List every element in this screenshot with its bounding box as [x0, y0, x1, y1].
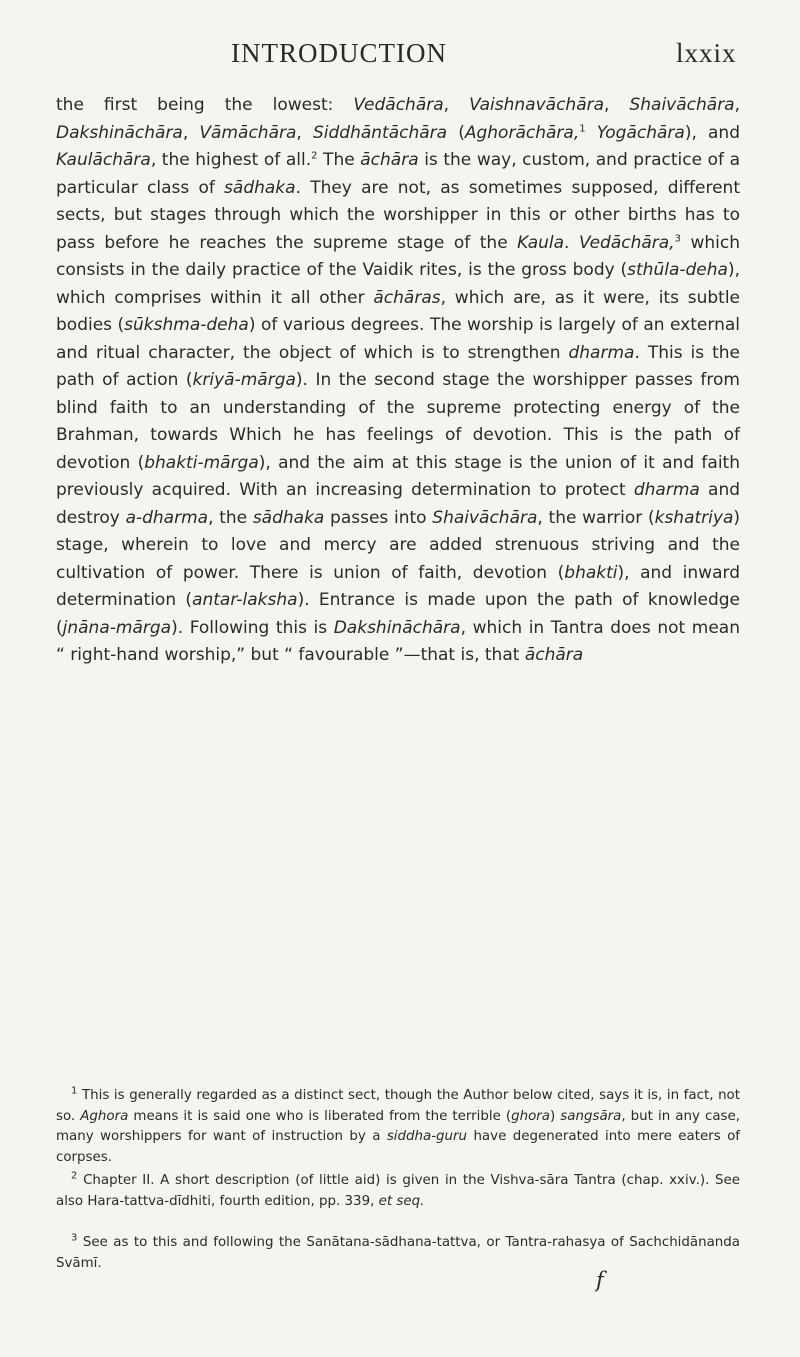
italic-term: āchāra	[524, 645, 584, 665]
italic-term: Kaula	[517, 232, 565, 253]
text-run	[586, 123, 597, 143]
text-run: (	[447, 122, 465, 143]
italic-term: jnāna-mārga	[62, 617, 172, 638]
chapter-title: INTRODUCTION	[231, 38, 447, 68]
footnote-3	[56, 1233, 740, 1274]
text-run: ,	[296, 122, 313, 143]
text-run: ), and the aim at this stage is the union of it and faith previously acquired. With an increasing determination to protect	[56, 452, 741, 500]
italic-term: antar-laksha	[192, 590, 298, 610]
running-head	[0, 38, 800, 74]
italic-term: Dakshināchāra	[56, 122, 183, 143]
italic-term: sangsāra	[560, 1108, 622, 1124]
text-run: ). Entrance is made upon the path of knowledge (	[56, 590, 740, 638]
text-run: , which in Tantra does not mean “ right-hand worship,” but “ favourable ”—that is, that	[56, 617, 740, 665]
footnote-marker: 2	[311, 150, 318, 162]
italic-term: sthūla-deha	[627, 260, 728, 280]
text-run: passes into	[324, 507, 433, 528]
footnote-1	[56, 1086, 740, 1168]
italic-term: Vedāchāra	[353, 95, 444, 115]
text-run: . This is the path of action (	[56, 342, 740, 390]
italic-term: Aghora	[80, 1108, 129, 1124]
footnote-text	[56, 1233, 740, 1274]
text-run: ), and	[684, 122, 740, 143]
italic-term: Vedāchāra	[578, 232, 670, 253]
text-run: Chapter II. A short description (of little aid) is given in the Vishva-sāra Tantra (chap. xxiv.). See also Hara-tattva-dīdhiti, fourth edition, pp. 339,	[56, 1173, 740, 1209]
italic-term: Shaivāchāra	[432, 507, 538, 528]
italic-term: ,	[573, 122, 580, 143]
italic-term: sādhaka	[252, 507, 325, 528]
italic-term: sūkshma-deha	[124, 315, 249, 335]
text-run: ,	[604, 95, 630, 115]
body-text	[56, 92, 740, 670]
footnote-marker: 1	[71, 1085, 78, 1097]
footnote-marker: 2	[71, 1170, 78, 1182]
text-run: , which are, as it were, its subtle bodies (	[56, 287, 740, 335]
page-number: lxxix	[676, 38, 737, 68]
text-run: The	[317, 150, 361, 170]
italic-term: a-dharma	[125, 507, 209, 528]
italic-term: siddha-guru	[386, 1129, 468, 1144]
italic-term: āchāras	[373, 287, 441, 308]
italic-term: Aghorāchāra	[464, 122, 574, 143]
footnote-text	[56, 1171, 740, 1212]
text-run: , the	[208, 507, 253, 528]
italic-term: dharma	[633, 480, 700, 500]
text-run: is the way, custom, and practice of a particular class of	[56, 150, 740, 198]
italic-term: Shaivāchāra	[629, 95, 735, 115]
body-paragraph	[56, 92, 740, 670]
italic-term: Siddhāntāchāra	[312, 122, 448, 143]
text-run: This is generally regarded as a distinct sect, though the Author below cited, says it is, in fact, not so.	[56, 1088, 740, 1124]
text-run: ), and inward determination (	[56, 562, 740, 610]
footnote-marker: 3	[71, 1232, 78, 1244]
italic-term: dharma	[568, 342, 635, 363]
footnote-2	[56, 1171, 740, 1212]
text-run: ). In the second stage the worshipper passes from blind faith to an understanding of the supreme protecting energy of the Brahman, towards Which he has feelings of devotion. This is the path of devotion (	[56, 370, 740, 473]
text-run: ). Following this is	[171, 617, 334, 638]
text-run: .	[564, 232, 579, 253]
footnote-marker: 3	[674, 232, 681, 244]
text-run: have degenerated into mere eaters of corpses.	[56, 1129, 740, 1165]
text-run: the first being the lowest:	[56, 95, 354, 115]
italic-term: ,	[669, 232, 675, 253]
italic-term: et seq.	[378, 1193, 425, 1209]
italic-term: ghora	[511, 1108, 550, 1124]
italic-term: āchāra	[360, 150, 419, 170]
italic-term: Dakshināchāra	[333, 617, 461, 638]
text-run: means it is said one who is liberated from the terrible (	[128, 1108, 512, 1124]
text-run: )	[550, 1108, 561, 1124]
text-run: ,	[182, 122, 200, 143]
footnote-marker: 1	[579, 122, 586, 134]
italic-term: kshatriya	[654, 507, 734, 528]
text-run: See as to this and following the Sanātana-sādhana-tattva, or Tantra-rahasya of Sachchidānanda Svāmī.	[56, 1235, 740, 1271]
italic-term: sādhaka	[224, 177, 296, 198]
italic-term: bhakti-mārga	[144, 452, 259, 473]
italic-term: Vāmāchāra	[199, 122, 297, 143]
text-run: which consists in the daily practice of the Vaidik rites, is the gross body (	[56, 232, 740, 280]
italic-term: kriyā-mārga	[192, 370, 296, 390]
italic-term: Kaulāchāra	[56, 150, 151, 170]
text-run: ,	[443, 95, 470, 115]
text-run: , but in any case, many worshippers for want of instruction by a	[56, 1108, 740, 1144]
text-run: ,	[734, 95, 741, 115]
text-run: , the warrior (	[537, 507, 655, 528]
italic-term: Vaishnavāchāra	[469, 95, 605, 115]
text-run: and destroy	[56, 480, 741, 528]
footnote-text	[56, 1086, 740, 1168]
text-run: , the highest of all.	[150, 150, 312, 170]
italic-term: bhakti	[564, 562, 618, 583]
italic-term: Yogāchāra	[596, 122, 685, 143]
text-run: ) of various degrees. The worship is largely of an external and ritual character, the object of which is to strengthen	[56, 315, 740, 363]
text-run: ), which comprises within it all other	[56, 260, 740, 308]
signature-mark: f	[596, 1268, 604, 1292]
text-run: ) stage, wherein to love and mercy are added strenuous striving and the cultivation of power. There is union of faith, devotion (	[56, 507, 740, 583]
text-run: . They are not, as sometimes supposed, different sects, but stages through which the worshipper in this or other births has to pass before he reaches the supreme stage of the	[56, 177, 740, 253]
